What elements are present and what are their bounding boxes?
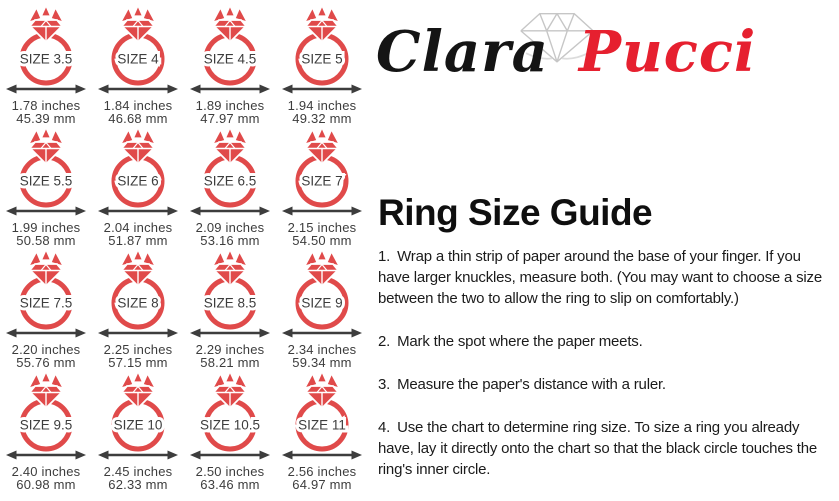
ring-inches: 2.29 inches — [195, 342, 265, 357]
ring-icon — [276, 5, 368, 98]
ring-measurements — [184, 99, 276, 125]
ring-measurements — [276, 465, 368, 491]
arrow-left-right-icon — [190, 451, 270, 460]
ring-size-cell — [184, 371, 276, 493]
ring-size-cell — [92, 249, 184, 371]
ring-icon — [92, 127, 184, 220]
ring-inches: 2.45 inches — [103, 464, 173, 479]
brand-word-clara: Clara — [376, 19, 549, 85]
arrow-left-right-icon — [282, 329, 362, 338]
arrow-left-right-icon — [6, 451, 86, 460]
brand-logo — [376, 6, 836, 98]
instruction-text: Wrap a thin strip of paper around the base of your finger. If you have larger knuckles, measure both. (You may want to choose a size between the two to allow the ring to slip on comfortably.) — [378, 248, 822, 307]
ring-icon — [184, 5, 276, 98]
arrow-left-right-icon — [190, 207, 270, 216]
ring-inches: 1.89 inches — [195, 98, 265, 113]
ring-size-cell — [0, 249, 92, 371]
ring-inches: 1.99 inches — [11, 220, 81, 235]
ring-mm: 50.58 mm — [16, 233, 76, 248]
ring-mm: 57.15 mm — [108, 355, 168, 370]
instruction-step-1 — [378, 246, 836, 309]
ring-icon — [92, 371, 184, 464]
ring-mm: 47.97 mm — [200, 111, 260, 126]
ring-inches: 1.94 inches — [287, 98, 357, 113]
ring-size-cell — [184, 127, 276, 249]
ring-size-cell — [184, 249, 276, 371]
ring-inches: 2.09 inches — [195, 220, 265, 235]
ring-mm: 45.39 mm — [16, 111, 76, 126]
instruction-number: 2. — [378, 333, 391, 350]
ring-measurements — [276, 221, 368, 247]
ring-size-grid — [0, 5, 368, 493]
ring-mm: 64.97 mm — [292, 477, 352, 492]
arrow-left-right-icon — [98, 329, 178, 338]
ring-inches: 2.15 inches — [287, 220, 357, 235]
ring-size-label: SIZE 6.5 — [203, 173, 257, 189]
ring-size-label: SIZE 11 — [298, 417, 346, 433]
ring-size-label: SIZE 8 — [117, 295, 159, 311]
ring-size-label: SIZE 7 — [301, 173, 343, 189]
ring-inches: 2.20 inches — [11, 342, 81, 357]
ring-measurements — [92, 343, 184, 369]
ring-inches: 2.25 inches — [103, 342, 173, 357]
ring-size-cell — [92, 371, 184, 493]
ring-mm: 53.16 mm — [200, 233, 260, 248]
brand-word-pucci: Pucci — [578, 19, 757, 85]
ring-size-cell — [0, 371, 92, 493]
ring-size-label: SIZE 10.5 — [199, 417, 261, 433]
ring-inches: 2.04 inches — [103, 220, 173, 235]
ring-size-label: SIZE 4 — [117, 51, 159, 67]
ring-measurements — [92, 465, 184, 491]
ring-measurements — [276, 343, 368, 369]
ring-icon — [276, 249, 368, 342]
ring-mm: 63.46 mm — [200, 477, 260, 492]
ring-size-cell — [92, 5, 184, 127]
instruction-number: 1. — [378, 248, 391, 265]
ring-size-cell — [276, 371, 368, 493]
arrow-left-right-icon — [282, 451, 362, 460]
arrow-left-right-icon — [6, 329, 86, 338]
ring-size-label: SIZE 6 — [117, 173, 159, 189]
instruction-text: Measure the paper's distance with a ruler. — [397, 376, 666, 393]
ring-size-cell — [92, 127, 184, 249]
ring-icon — [276, 371, 368, 464]
ring-icon — [0, 5, 92, 98]
ring-icon — [0, 371, 92, 464]
ring-size-label: SIZE 9.5 — [19, 417, 73, 433]
ring-size-cell — [276, 127, 368, 249]
ring-mm: 58.21 mm — [200, 355, 260, 370]
ring-icon — [184, 127, 276, 220]
ring-measurements — [0, 221, 92, 247]
instruction-text: Use the chart to determine ring size. To size a ring you already have, lay it directly onto the chart so that the black circle touches the ring's inner circle. — [378, 419, 817, 478]
ring-size-cell — [276, 5, 368, 127]
ring-mm: 46.68 mm — [108, 111, 168, 126]
ring-inches: 2.34 inches — [287, 342, 357, 357]
ring-mm: 62.33 mm — [108, 477, 168, 492]
instruction-step-3 — [378, 374, 836, 395]
ring-measurements — [92, 99, 184, 125]
arrow-left-right-icon — [282, 85, 362, 94]
ring-icon — [92, 249, 184, 342]
ring-mm: 54.50 mm — [292, 233, 352, 248]
ring-measurements — [0, 465, 92, 491]
instruction-number: 3. — [378, 376, 391, 393]
ring-measurements — [184, 343, 276, 369]
ring-icon — [184, 371, 276, 464]
ring-size-label: SIZE 4.5 — [203, 51, 257, 67]
arrow-left-right-icon — [98, 85, 178, 94]
ring-size-cell — [276, 249, 368, 371]
brand-name — [376, 16, 756, 88]
ring-size-label: SIZE 5.5 — [19, 173, 73, 189]
ring-size-cell — [0, 127, 92, 249]
arrow-left-right-icon — [6, 85, 86, 94]
ring-size-cell — [184, 5, 276, 127]
ring-size-label: SIZE 10 — [113, 417, 163, 433]
ring-measurements — [184, 465, 276, 491]
ring-mm: 55.76 mm — [16, 355, 76, 370]
ring-size-label: SIZE 5 — [301, 51, 343, 67]
arrow-left-right-icon — [6, 207, 86, 216]
arrow-left-right-icon — [190, 329, 270, 338]
ring-mm: 59.34 mm — [292, 355, 352, 370]
ring-size-label: SIZE 7.5 — [19, 295, 73, 311]
ring-measurements — [184, 221, 276, 247]
ring-icon — [92, 5, 184, 98]
ring-measurements — [0, 99, 92, 125]
ring-inches: 2.56 inches — [287, 464, 357, 479]
ring-measurements — [276, 99, 368, 125]
instructions-list — [378, 246, 836, 501]
instruction-number: 4. — [378, 419, 391, 436]
ring-size-cell — [0, 5, 92, 127]
ring-icon — [0, 127, 92, 220]
ring-inches: 1.78 inches — [11, 98, 81, 113]
ring-inches: 2.40 inches — [11, 464, 81, 479]
ring-measurements — [92, 221, 184, 247]
ring-inches: 2.50 inches — [195, 464, 265, 479]
ring-size-label: SIZE 3.5 — [19, 51, 73, 67]
arrow-left-right-icon — [282, 207, 362, 216]
ring-mm: 49.32 mm — [292, 111, 352, 126]
ring-size-label: SIZE 8.5 — [203, 295, 257, 311]
ring-measurements — [0, 343, 92, 369]
page-title: Ring Size Guide — [378, 192, 653, 233]
ring-icon — [276, 127, 368, 220]
arrow-left-right-icon — [190, 85, 270, 94]
ring-mm: 60.98 mm — [16, 477, 76, 492]
arrow-left-right-icon — [98, 207, 178, 216]
instruction-step-4 — [378, 417, 836, 480]
ring-mm: 51.87 mm — [108, 233, 168, 248]
ring-inches: 1.84 inches — [103, 98, 173, 113]
instruction-text: Mark the spot where the paper meets. — [397, 333, 643, 350]
instruction-step-2 — [378, 331, 836, 352]
ring-icon — [0, 249, 92, 342]
arrow-left-right-icon — [98, 451, 178, 460]
ring-size-label: SIZE 9 — [301, 295, 343, 311]
ring-icon — [184, 249, 276, 342]
